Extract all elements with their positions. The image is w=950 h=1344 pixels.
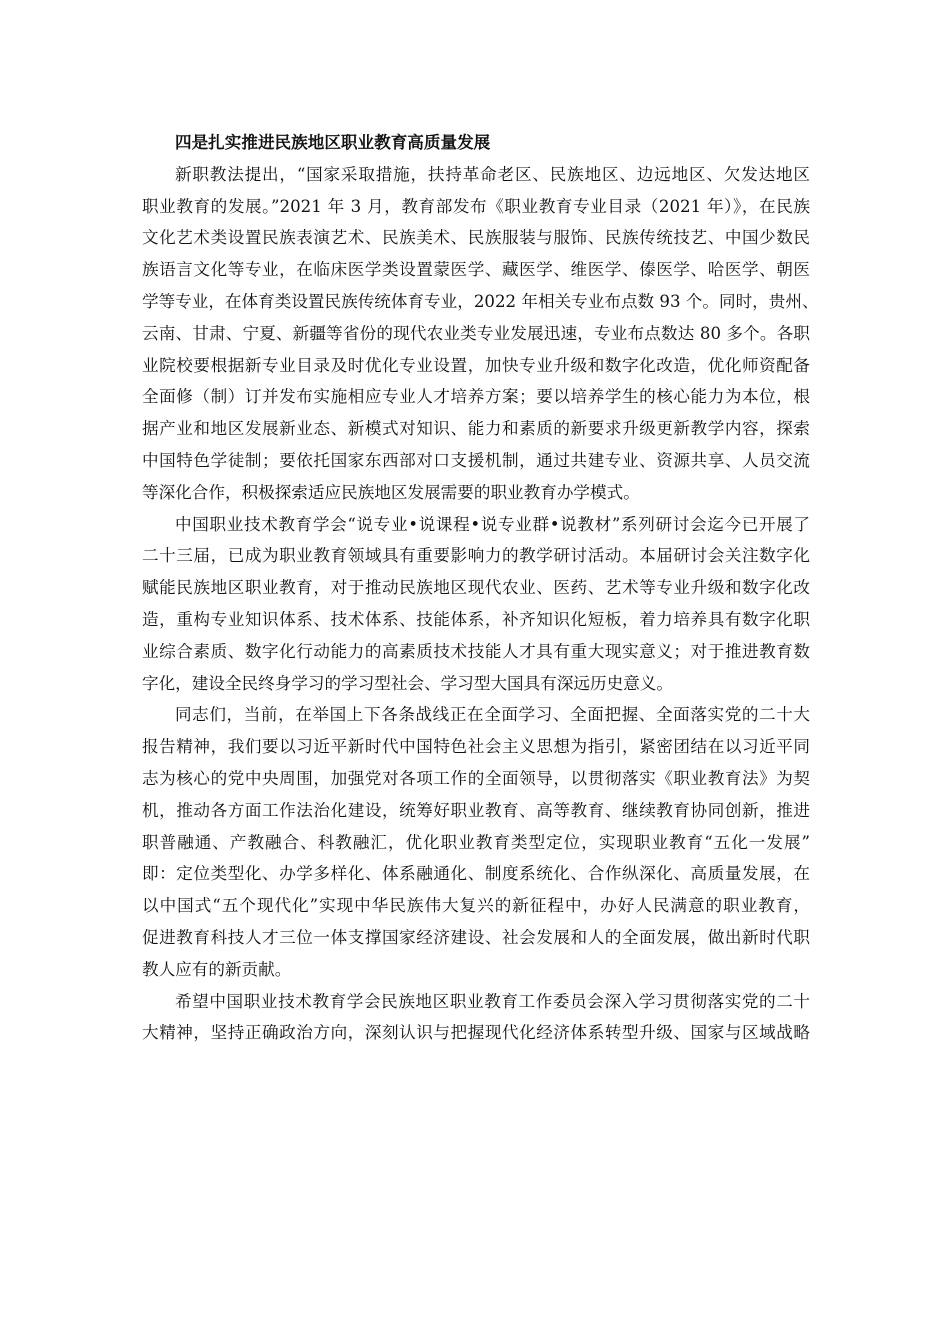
text-line: 字化，建设全民终身学习的学习型社会、学习型大国具有深远历史意义。	[142, 673, 673, 693]
text-line: 中国特色学徒制；要依托国家东西部对口支援机制，通过共建专业、资源共享、人员交流	[142, 450, 810, 470]
text-line: 等深化合作，积极探索适应民族地区发展需要的职业教育办学模式。	[142, 482, 640, 502]
text-line: 文化艺术类设置民族表演艺术、民族美术、民族服装与服饰、民族传统技艺、中国少数民	[142, 228, 810, 248]
text-line: 报告精神，我们要以习近平新时代中国特色社会主义思想为指引，紧密团结在以习近平同	[142, 737, 810, 757]
paragraph	[142, 159, 819, 509]
text-line: 族语言文化等专业，在临床医学类设置蒙医学、藏医学、维医学、傣医学、哈医学、朝医	[142, 260, 810, 280]
text-line: 二十三届，已成为职业教育领域具有重要影响力的教学研讨活动。本届研讨会关注数字化	[142, 546, 810, 566]
text-line: 促进教育科技人才三位一体支撑国家经济建设、社会发展和人的全面发展，做出新时代职	[142, 927, 810, 947]
paragraph	[142, 509, 810, 700]
text-line: 新职教法提出，“国家采取措施，扶持革命老区、民族地区、边远地区、欠发达地区	[175, 164, 810, 184]
paragraph	[142, 699, 810, 985]
paragraph	[142, 986, 810, 1050]
document-page	[142, 127, 819, 1049]
text-line: 云南、甘肃、宁夏、新疆等省份的现代农业类专业发展迅速，专业布点数达 80 多个。各职	[142, 323, 810, 343]
text-line: 机，推动各方面工作法治化建设，统筹好职业教育、高等教育、继续教育协同创新，推进	[142, 800, 810, 820]
section-heading: 四是扎实推进民族地区职业教育高质量发展	[175, 132, 491, 152]
text-line: 业院校要根据新专业目录及时优化专业设置，加快专业升级和数字化改造，优化师资配备	[142, 355, 810, 375]
text-line: 即：定位类型化、办学多样化、体系融通化、制度系统化、合作纵深化、高质量发展，在	[142, 864, 810, 884]
text-line: 教人应有的新贡献。	[142, 959, 292, 979]
text-line: 同志们，当前，在举国上下各条战线正在全面学习、全面把握、全面落实党的二十大	[175, 705, 810, 725]
body-text	[142, 159, 819, 1049]
text-line: 赋能民族地区职业教育，对于推动民族地区现代农业、医药、艺术等专业升级和数字化改	[142, 578, 810, 598]
text-line: 全面修（制）订并发布实施相应专业人才培养方案；要以培养学生的核心能力为本位，根	[142, 387, 810, 407]
text-line: 据产业和地区发展新业态、新模式对知识、能力和素质的新要求升级更新教学内容，探索	[142, 419, 810, 439]
text-line: 志为核心的党中央周围，加强党对各项工作的全面领导，以贯彻落实《职业教育法》为契	[142, 768, 810, 788]
text-line: 业综合素质、数字化行动能力的高素质技术技能人才具有重大现实意义；对于推进教育数	[142, 641, 810, 661]
text-line: 职普融通、产教融合、科教融汇，优化职业教育类型定位，实现职业教育“五化一发展”	[142, 832, 810, 852]
text-line: 职业教育的发展。”2021 年 3 月，教育部发布《职业教育专业目录（2021 年）》，在民族	[142, 196, 810, 216]
text-line: 希望中国职业技术教育学会民族地区职业教育工作委员会深入学习贯彻落实党的二十	[175, 991, 810, 1011]
text-line: 造，重构专业知识体系、技术体系、技能体系，补齐知识化短板，着力培养具有数字化职	[142, 609, 810, 629]
text-line: 中国职业技术教育学会“说专业•说课程•说专业群•说教材”系列研讨会迄今已开展了	[175, 514, 810, 534]
text-line: 大精神，坚持正确政治方向，深刻认识与把握现代化经济体系转型升级、国家与区域战略	[142, 1023, 810, 1043]
text-line: 以中国式“五个现代化”实现中华民族伟大复兴的新征程中，办好人民满意的职业教育，	[142, 896, 810, 916]
text-line: 学等专业，在体育类设置民族传统体育专业，2022 年相关专业布点数 93 个。同时，贵州、	[142, 291, 819, 311]
